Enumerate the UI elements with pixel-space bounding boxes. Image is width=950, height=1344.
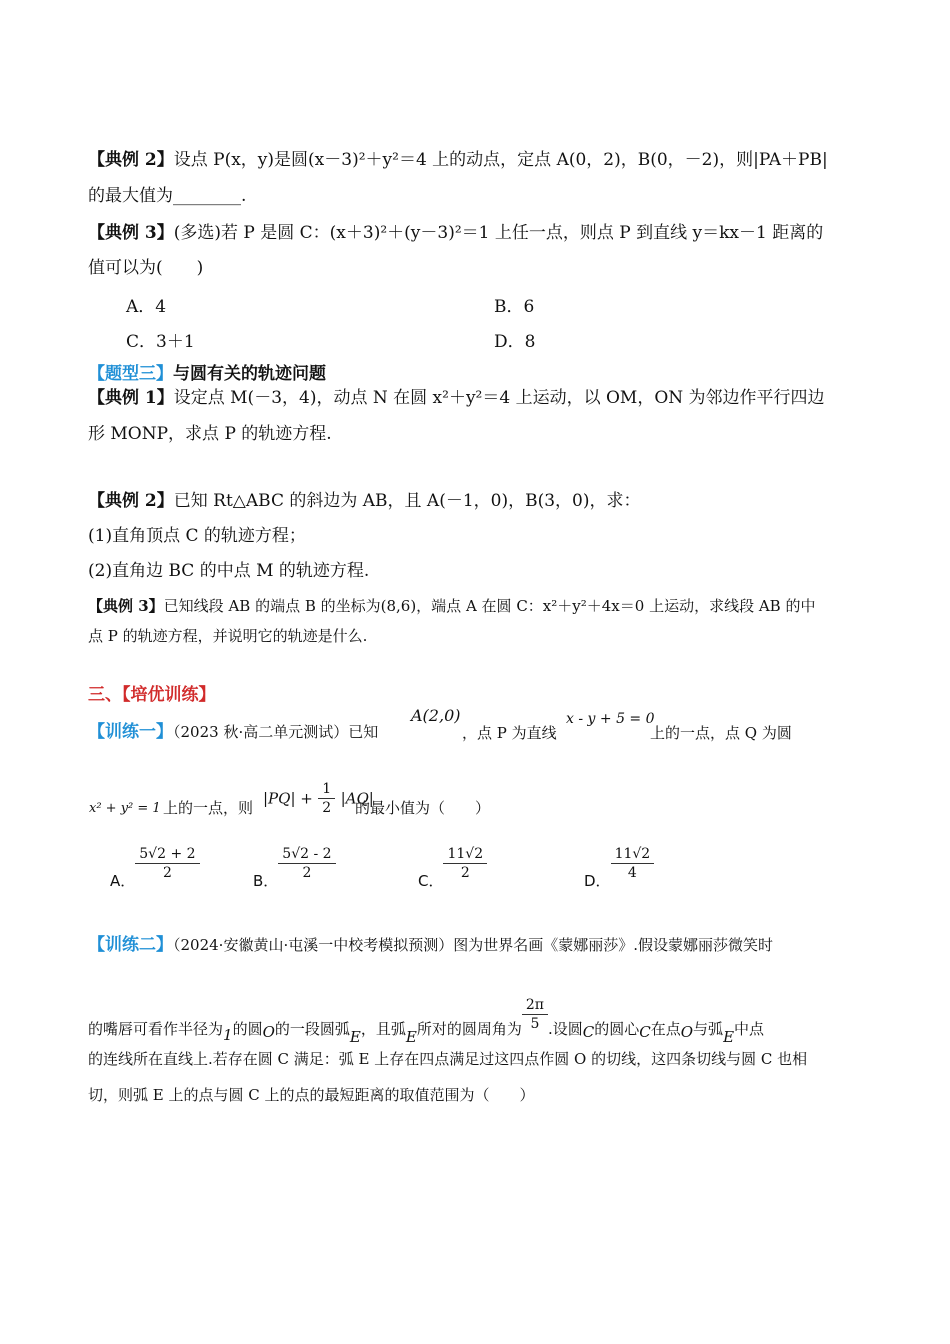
fraction-numerator: 2π [522,996,548,1015]
text-span: 中点 [734,1020,765,1038]
t3-example-2-line-1 [88,489,641,513]
training-label: 【训练一】 [88,722,173,742]
multi-select-tag: (多选) [173,223,222,243]
aq-term: |AQ| [340,789,374,808]
option-letter: B． [253,872,279,890]
training-2-line-4: 切，则弧 E 上的点与圆 C 上的点的最短距离的取值范围为（ ） [88,1086,535,1104]
option-d: D．8 [494,332,536,352]
example-2-line-2: 的最大值为________. [88,186,247,206]
train1-option-a [110,845,200,891]
type-title: 与圆有关的轨迹问题 [173,364,326,384]
angle-fraction [522,996,548,1033]
option-a: A．4 [126,297,167,317]
symbol-o: O [680,1023,694,1041]
training-1-line-2b: 的最小值为（ ） [355,799,491,817]
fraction-denominator: 5 [530,1016,540,1032]
fraction-denominator: 2 [460,865,470,881]
training-1-tail-text: 上的一点，点 Q 为圆 [650,724,792,742]
t3-example-3-line-1 [88,594,815,618]
text-span: ，且弧 [360,1020,406,1038]
fraction-numerator: 5√2 + 2 [135,845,199,864]
training-2-line-3: 的连线所在直线上.若存在圆 C 满足：弧 E 上存在四点满足过这四点作圆 O 的切线，这四条切线与圆 C 也相 [88,1050,808,1068]
example-label: 【典例 2】 [88,150,174,170]
symbol-e: E [723,1028,735,1046]
symbol-o: O [262,1023,275,1041]
option-letter: D． [584,872,611,890]
line-equation: x - y + 5 = 0 [566,711,655,727]
example-3-line-1 [88,221,823,245]
circle-equation: x² + y² = 1 [89,801,161,816]
fraction-numerator: 5√2 - 2 [278,845,335,864]
example-2-line-1 [88,148,828,172]
training-text: （2024·安徽黄山·屯溪一中校考模拟预测）图为世界名画《蒙娜丽莎》.假设蒙娜丽莎微笑时 [173,936,773,954]
example-label: 【典例 3】 [88,597,164,615]
training-label: 【训练二】 [88,935,173,955]
fraction-numerator: 11√2 [611,845,655,864]
symbol-c: C [582,1023,595,1041]
option-b: B．6 [494,297,535,317]
section-number: 三、 [88,685,122,705]
example-text: 已知 Rt△ABC 的斜边为 AB，且 A(－1，0)，B(3，0)，求： [173,491,641,511]
fraction-numerator: 11√2 [443,845,487,864]
text-span: 的嘴唇可看作半径为 [88,1020,224,1038]
train1-option-b [253,845,336,891]
example-3-line-2: 值可以为( ) [88,258,204,278]
pq-term: |PQ| + [263,789,313,808]
fraction-numerator: 1 [318,780,335,799]
training-2-line-2 [88,996,764,1049]
example-text: 设定点 M(－3，4)，动点 N 在圆 x²＋y²＝4 上运动，以 OM，ON 为邻边作平行四边 [173,388,825,408]
fraction-denominator: 2 [302,865,312,881]
option-fraction [135,845,199,882]
option-letter: A． [110,872,136,890]
text-span: 与弧 [693,1020,724,1038]
section-heading-training [88,683,216,707]
train1-option-d [584,845,654,891]
fraction-denominator: 2 [162,865,172,881]
text-span: 的一段圆弧 [274,1020,350,1038]
fraction-denominator: 4 [627,865,637,881]
section-title: 【培优训练】 [122,685,216,705]
text-span: .设圆 [547,1020,583,1038]
example-label: 【典例 1】 [88,388,174,408]
example-label: 【典例 3】 [88,223,174,243]
option-fraction [443,845,487,882]
t3-example-2-line-3: (2)直角边 BC 的中点 M 的轨迹方程. [88,561,370,581]
fraction-denominator: 2 [322,800,332,816]
t3-example-1-line-1 [88,386,825,410]
type-label: 【题型三】 [88,364,173,384]
point-a-coord: A(2,0) [411,706,461,725]
example-label: 【典例 2】 [88,491,174,511]
training-source: （2023 秋·高二单元测试）已知 [173,723,379,741]
example-text: 设点 P(x，y)是圆(x－3)²＋y²＝4 上的动点，定点 A(0，2)，B(0，－2)，则|PA＋PB| [173,150,828,170]
section-heading-type-3 [88,362,326,386]
t3-example-1-line-2: 形 MONP，求点 P 的轨迹方程. [88,424,332,444]
text-span: 的圆心 [594,1020,640,1038]
symbol-e: E [349,1028,361,1046]
training-2-line-1 [88,933,773,957]
option-fraction [278,845,335,882]
option-c: C．3＋1 [126,332,195,352]
text-span: 所对的圆周角为 [416,1020,522,1038]
t3-example-3-line-2: 点 P 的轨迹方程，并说明它的轨迹是什么. [88,627,368,645]
example-text: 若 P 是圆 C：(x＋3)²＋(y－3)²＝1 上任一点，则点 P 到直线 y＝kx－1 距离的 [221,223,824,243]
example-text: 已知线段 AB 的端点 B 的坐标为(8,6)，端点 A 在圆 C：x²＋y²＋4x＝0 上运动，求线段 AB 的中 [163,597,816,615]
symbol-e: E [405,1028,417,1046]
t3-example-2-line-2: (1)直角顶点 C 的轨迹方程； [88,526,306,546]
option-letter: C． [418,872,444,890]
training-1-line-1 [88,720,378,744]
radius-value: 1 [223,1026,233,1044]
option-fraction [611,845,655,882]
half-fraction [318,780,335,817]
symbol-c: C [639,1023,651,1041]
text-span: 在点 [650,1020,681,1038]
train1-option-c [418,845,487,891]
text-span: 的圆 [232,1020,263,1038]
training-1-mid-text: ，点 P 为直线 [462,724,557,742]
training-1-line-2a: 上的一点，则 [163,799,254,817]
